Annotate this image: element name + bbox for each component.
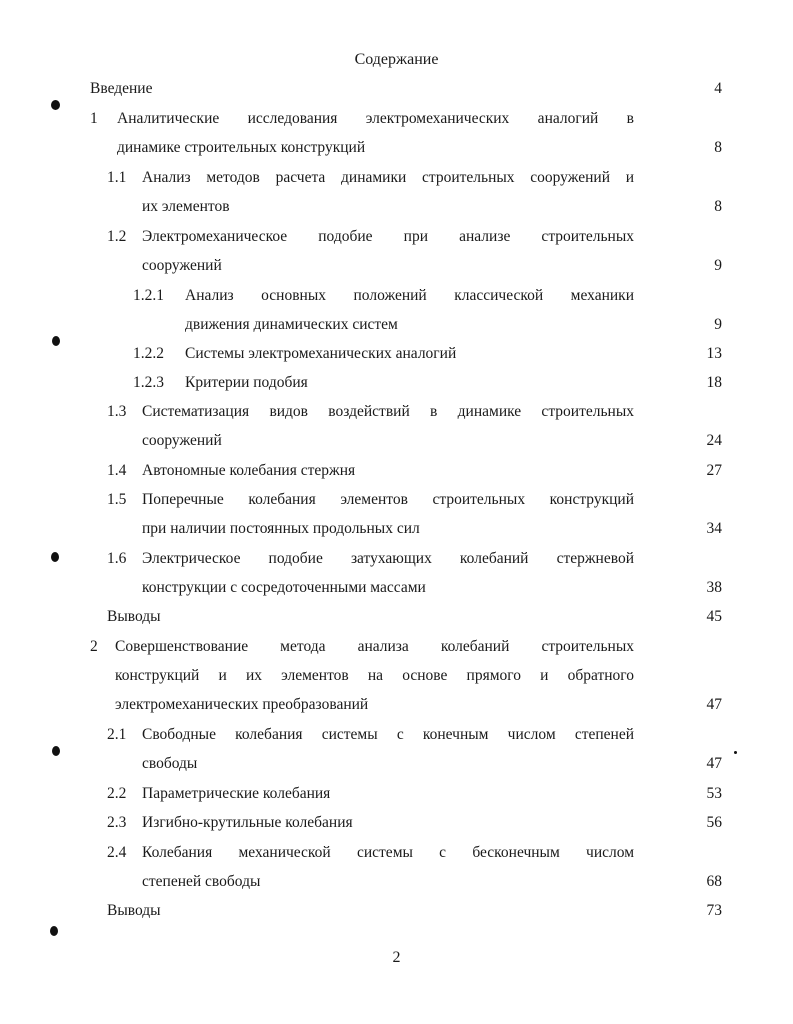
toc-entry-number: 1.2.1	[133, 287, 164, 304]
toc-entry-text: Автономные колебания стержня	[142, 462, 356, 479]
toc-entry-text: конструкций и их элементов на основе прямого и обратного	[115, 667, 634, 684]
toc-entry-text: степеней свободы	[142, 873, 261, 890]
toc-entry-text: Выводы	[107, 902, 161, 919]
toc-entry-number: 2.1	[107, 726, 127, 743]
scan-mark	[51, 552, 59, 562]
toc-entry-text: Введение	[90, 80, 153, 97]
toc-entry-text: Анализ методов расчета динамики строительных сооружений и	[142, 169, 634, 186]
toc-entry-number: 1.5	[107, 491, 127, 508]
toc-entry-text: электромеханических преобразований	[115, 696, 369, 713]
scan-speck	[734, 751, 737, 754]
toc-page-number: 9	[714, 257, 722, 274]
toc-entry-text: Критерии подобия	[185, 374, 308, 391]
scan-mark	[50, 926, 58, 936]
toc-page-number: 47	[706, 696, 722, 713]
page-number: 2	[392, 949, 401, 966]
toc-entry-text: Поперечные колебания элементов строительных конструкций	[142, 491, 634, 508]
toc-entry-text: сооружений	[142, 257, 222, 274]
toc-entry-text: динамике строительных конструкций	[117, 139, 366, 156]
scan-mark	[52, 746, 60, 756]
toc-entry-text: Колебания механической системы с бесконечным числом	[142, 844, 634, 861]
toc-page-number: 53	[706, 785, 722, 802]
toc-page-number: 8	[714, 198, 722, 215]
toc-entry-text: свободы	[142, 755, 198, 772]
toc-entry-number: 2.2	[107, 785, 127, 802]
toc-entry-text: Изгибно-крутильные колебания	[142, 814, 353, 831]
toc-entry-text: их элементов	[142, 198, 230, 215]
toc-page-number: 73	[706, 902, 722, 919]
toc-page-number: 9	[714, 316, 722, 333]
toc-page-number: 24	[706, 432, 722, 449]
toc-page-number: 45	[706, 608, 722, 625]
toc-entry-number: 1.2.3	[133, 374, 164, 391]
toc-page-number: 13	[706, 345, 722, 362]
toc-entry-number: 2.4	[107, 844, 127, 861]
toc-entry-number: 2.3	[107, 814, 127, 831]
toc-entry-number: 1.3	[107, 403, 127, 420]
toc-entry-text: Систематизация видов воздействий в динамике строительных	[142, 403, 634, 420]
toc-entry-number: 1	[90, 110, 98, 127]
toc-entry-text: конструкции с сосредоточенными массами	[142, 579, 426, 596]
toc-entry-number: 2	[90, 638, 98, 655]
toc-entry-text: движения динамических систем	[185, 316, 398, 333]
toc-entry-text: Параметрические колебания	[142, 785, 331, 802]
toc-page-number: 56	[706, 814, 722, 831]
toc-page-number: 4	[714, 80, 722, 97]
toc-entry-text: Выводы	[107, 608, 161, 625]
scan-mark	[51, 100, 60, 110]
toc-page-number: 18	[706, 374, 722, 391]
toc-page-number: 68	[706, 873, 722, 890]
page-title: Содержание	[354, 51, 439, 68]
toc-page-number: 47	[706, 755, 722, 772]
toc-entry-text: Системы электромеханических аналогий	[185, 345, 457, 362]
toc-page-number: 27	[706, 462, 722, 479]
toc-page-number: 8	[714, 139, 722, 156]
toc-entry-number: 1.2.2	[133, 345, 164, 362]
toc-entry-text: при наличии постоянных продольных сил	[142, 520, 420, 537]
toc-entry-text: Совершенствование метода анализа колебаний строительных	[115, 638, 634, 655]
toc-entry-text: Электрическое подобие затухающих колебаний стержневой	[142, 550, 634, 567]
toc-entry-number: 1.1	[107, 169, 127, 186]
scan-mark	[52, 336, 60, 346]
toc-entry-text: сооружений	[142, 432, 222, 449]
toc-entry-text: Аналитические исследования электромеханических аналогий в	[117, 110, 634, 127]
toc-entry-number: 1.2	[107, 228, 127, 245]
toc-page-number: 34	[706, 520, 722, 537]
toc-page-number: 38	[706, 579, 722, 596]
toc-entry-text: Свободные колебания системы с конечным числом степеней	[142, 726, 634, 743]
toc-entry-text: Анализ основных положений классической механики	[185, 287, 634, 304]
toc-entry-text: Электромеханическое подобие при анализе строительных	[142, 228, 634, 245]
toc-entry-number: 1.6	[107, 550, 127, 567]
toc-entry-number: 1.4	[107, 462, 127, 479]
